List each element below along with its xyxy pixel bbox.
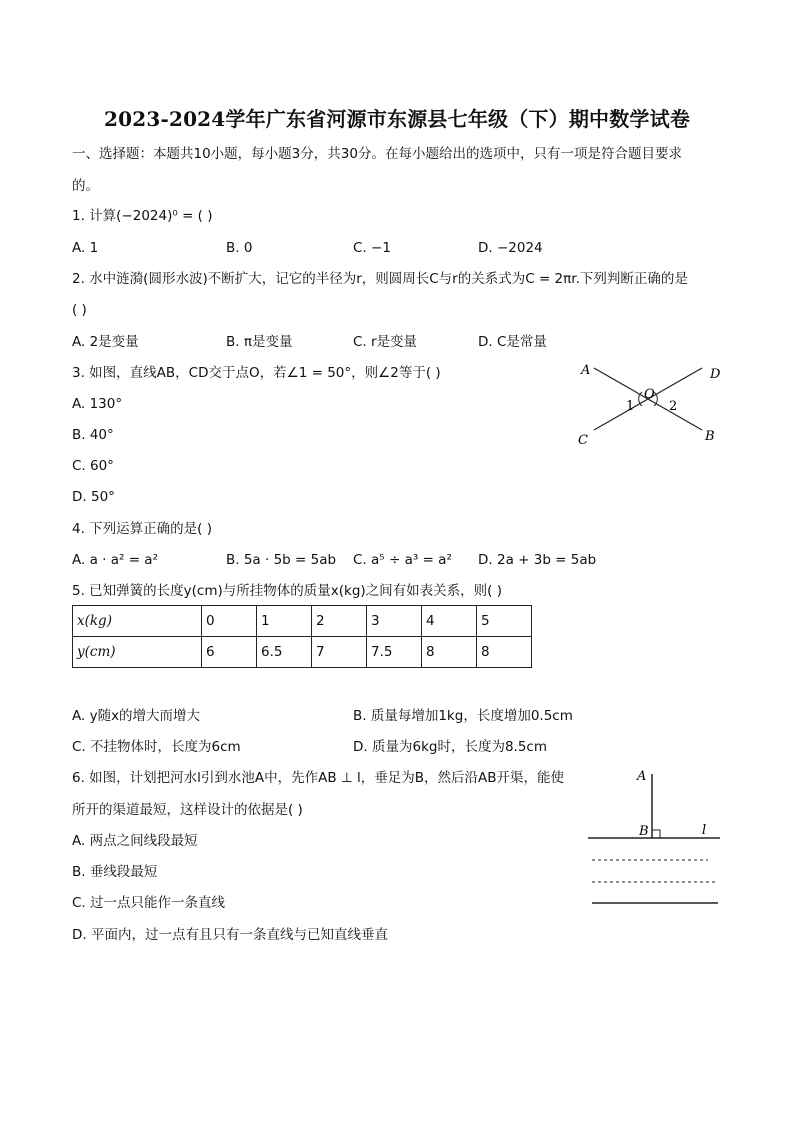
question-1-stem: 1. 计算(−2024)⁰ = ( ) <box>72 208 213 224</box>
table-cell: 8 <box>422 637 477 668</box>
label-angle-2: 2 <box>669 399 678 414</box>
question-4-option-b: B. 5a · 5b = 5ab <box>226 552 337 568</box>
table-cell: 6 <box>202 637 257 668</box>
question-6-option-c: C. 过一点只能作一条直线 <box>72 895 226 911</box>
spring-data-table <box>72 605 532 668</box>
intersecting-lines-figure <box>570 358 730 448</box>
question-4-option-a: A. a · a² = a² <box>72 552 158 568</box>
question-6-stem-line1: 6. 如图，计划把河水l引到水池A中，先作AB ⊥ l，垂足为B，然后沿AB开渠，能使 <box>72 770 565 786</box>
question-2-option-a: A. 2是变量 <box>72 334 139 350</box>
question-1-option-c: C. −1 <box>353 240 391 256</box>
label-b: B <box>705 429 715 444</box>
question-4-stem: 4. 下列运算正确的是( ) <box>72 521 212 537</box>
table-row-header: y(cm) <box>73 637 202 668</box>
question-6-option-b: B. 垂线段最短 <box>72 864 158 880</box>
question-2-option-b: B. π是变量 <box>226 334 293 350</box>
question-5-option-b: B. 质量每增加1kg，长度增加0.5cm <box>353 708 573 724</box>
question-5-option-a: A. y随x的增大而增大 <box>72 708 201 724</box>
question-2-stem: 2. 水中涟漪(圆形水波)不断扩大，记它的半径为r，则圆周长C与r的关系式为C = 2πr.下列判断正确的是 <box>72 271 688 287</box>
table-cell: 6.5 <box>257 637 312 668</box>
question-5-stem: 5. 已知弹簧的长度y(cm)与所挂物体的质量x(kg)之间有如表关系，则( ) <box>72 583 503 599</box>
question-3-option-c: C. 60° <box>72 458 114 474</box>
table-cell: 5 <box>477 606 532 637</box>
question-1-option-a: A. 1 <box>72 240 99 256</box>
label-a: A <box>637 769 647 784</box>
label-a: A <box>581 363 591 378</box>
table-row <box>73 606 532 637</box>
table-row <box>73 637 532 668</box>
question-6-stem-line2: 所开的渠道最短，这样设计的依据是( ) <box>72 802 303 818</box>
canal-figure <box>580 764 730 914</box>
question-3-option-d: D. 50° <box>72 489 115 505</box>
section-instructions-line2: 的。 <box>72 178 99 194</box>
question-4-option-c: C. a⁵ ÷ a³ = a² <box>353 552 452 568</box>
label-b: B <box>639 824 649 839</box>
question-2-option-c: C. r是变量 <box>353 334 418 350</box>
question-1-option-b: B. 0 <box>226 240 253 256</box>
table-cell: 4 <box>422 606 477 637</box>
question-3-option-a: A. 130° <box>72 396 123 412</box>
question-6-option-a: A. 两点之间线段最短 <box>72 833 198 849</box>
section-instructions-line1: 一、选择题：本题共10小题，每小题3分，共30分。在每小题给出的选项中，只有一项是符合题目要求 <box>72 146 682 162</box>
question-6-option-d: D. 平面内，过一点有且只有一条直线与已知直线垂直 <box>72 927 388 943</box>
page-title: 2023-2024学年广东省河源市东源县七年级（下）期中数学试卷 <box>103 107 691 131</box>
label-o: O <box>644 387 655 402</box>
table-row-header: x(kg) <box>73 606 202 637</box>
label-l: l <box>702 823 707 838</box>
question-5-option-d: D. 质量为6kg时，长度为8.5cm <box>353 739 547 755</box>
question-4-option-d: D. 2a + 3b = 5ab <box>478 552 597 568</box>
question-3-stem: 3. 如图，直线AB，CD交于点O，若∠1 = 50°，则∠2等于( ) <box>72 365 441 381</box>
table-cell: 7.5 <box>367 637 422 668</box>
table-cell: 7 <box>312 637 367 668</box>
label-angle-1: 1 <box>626 399 635 414</box>
table-cell: 2 <box>312 606 367 637</box>
label-d: D <box>710 367 721 382</box>
table-cell: 1 <box>257 606 312 637</box>
question-1-option-d: D. −2024 <box>478 240 543 256</box>
table-cell: 0 <box>202 606 257 637</box>
question-5-option-c: C. 不挂物体时，长度为6cm <box>72 739 241 755</box>
table-cell: 3 <box>367 606 422 637</box>
question-3-option-b: B. 40° <box>72 427 114 443</box>
label-c: C <box>578 433 588 448</box>
question-2-option-d: D. C是常量 <box>478 334 547 350</box>
question-2-paren: ( ) <box>72 302 87 318</box>
table-cell: 8 <box>477 637 532 668</box>
